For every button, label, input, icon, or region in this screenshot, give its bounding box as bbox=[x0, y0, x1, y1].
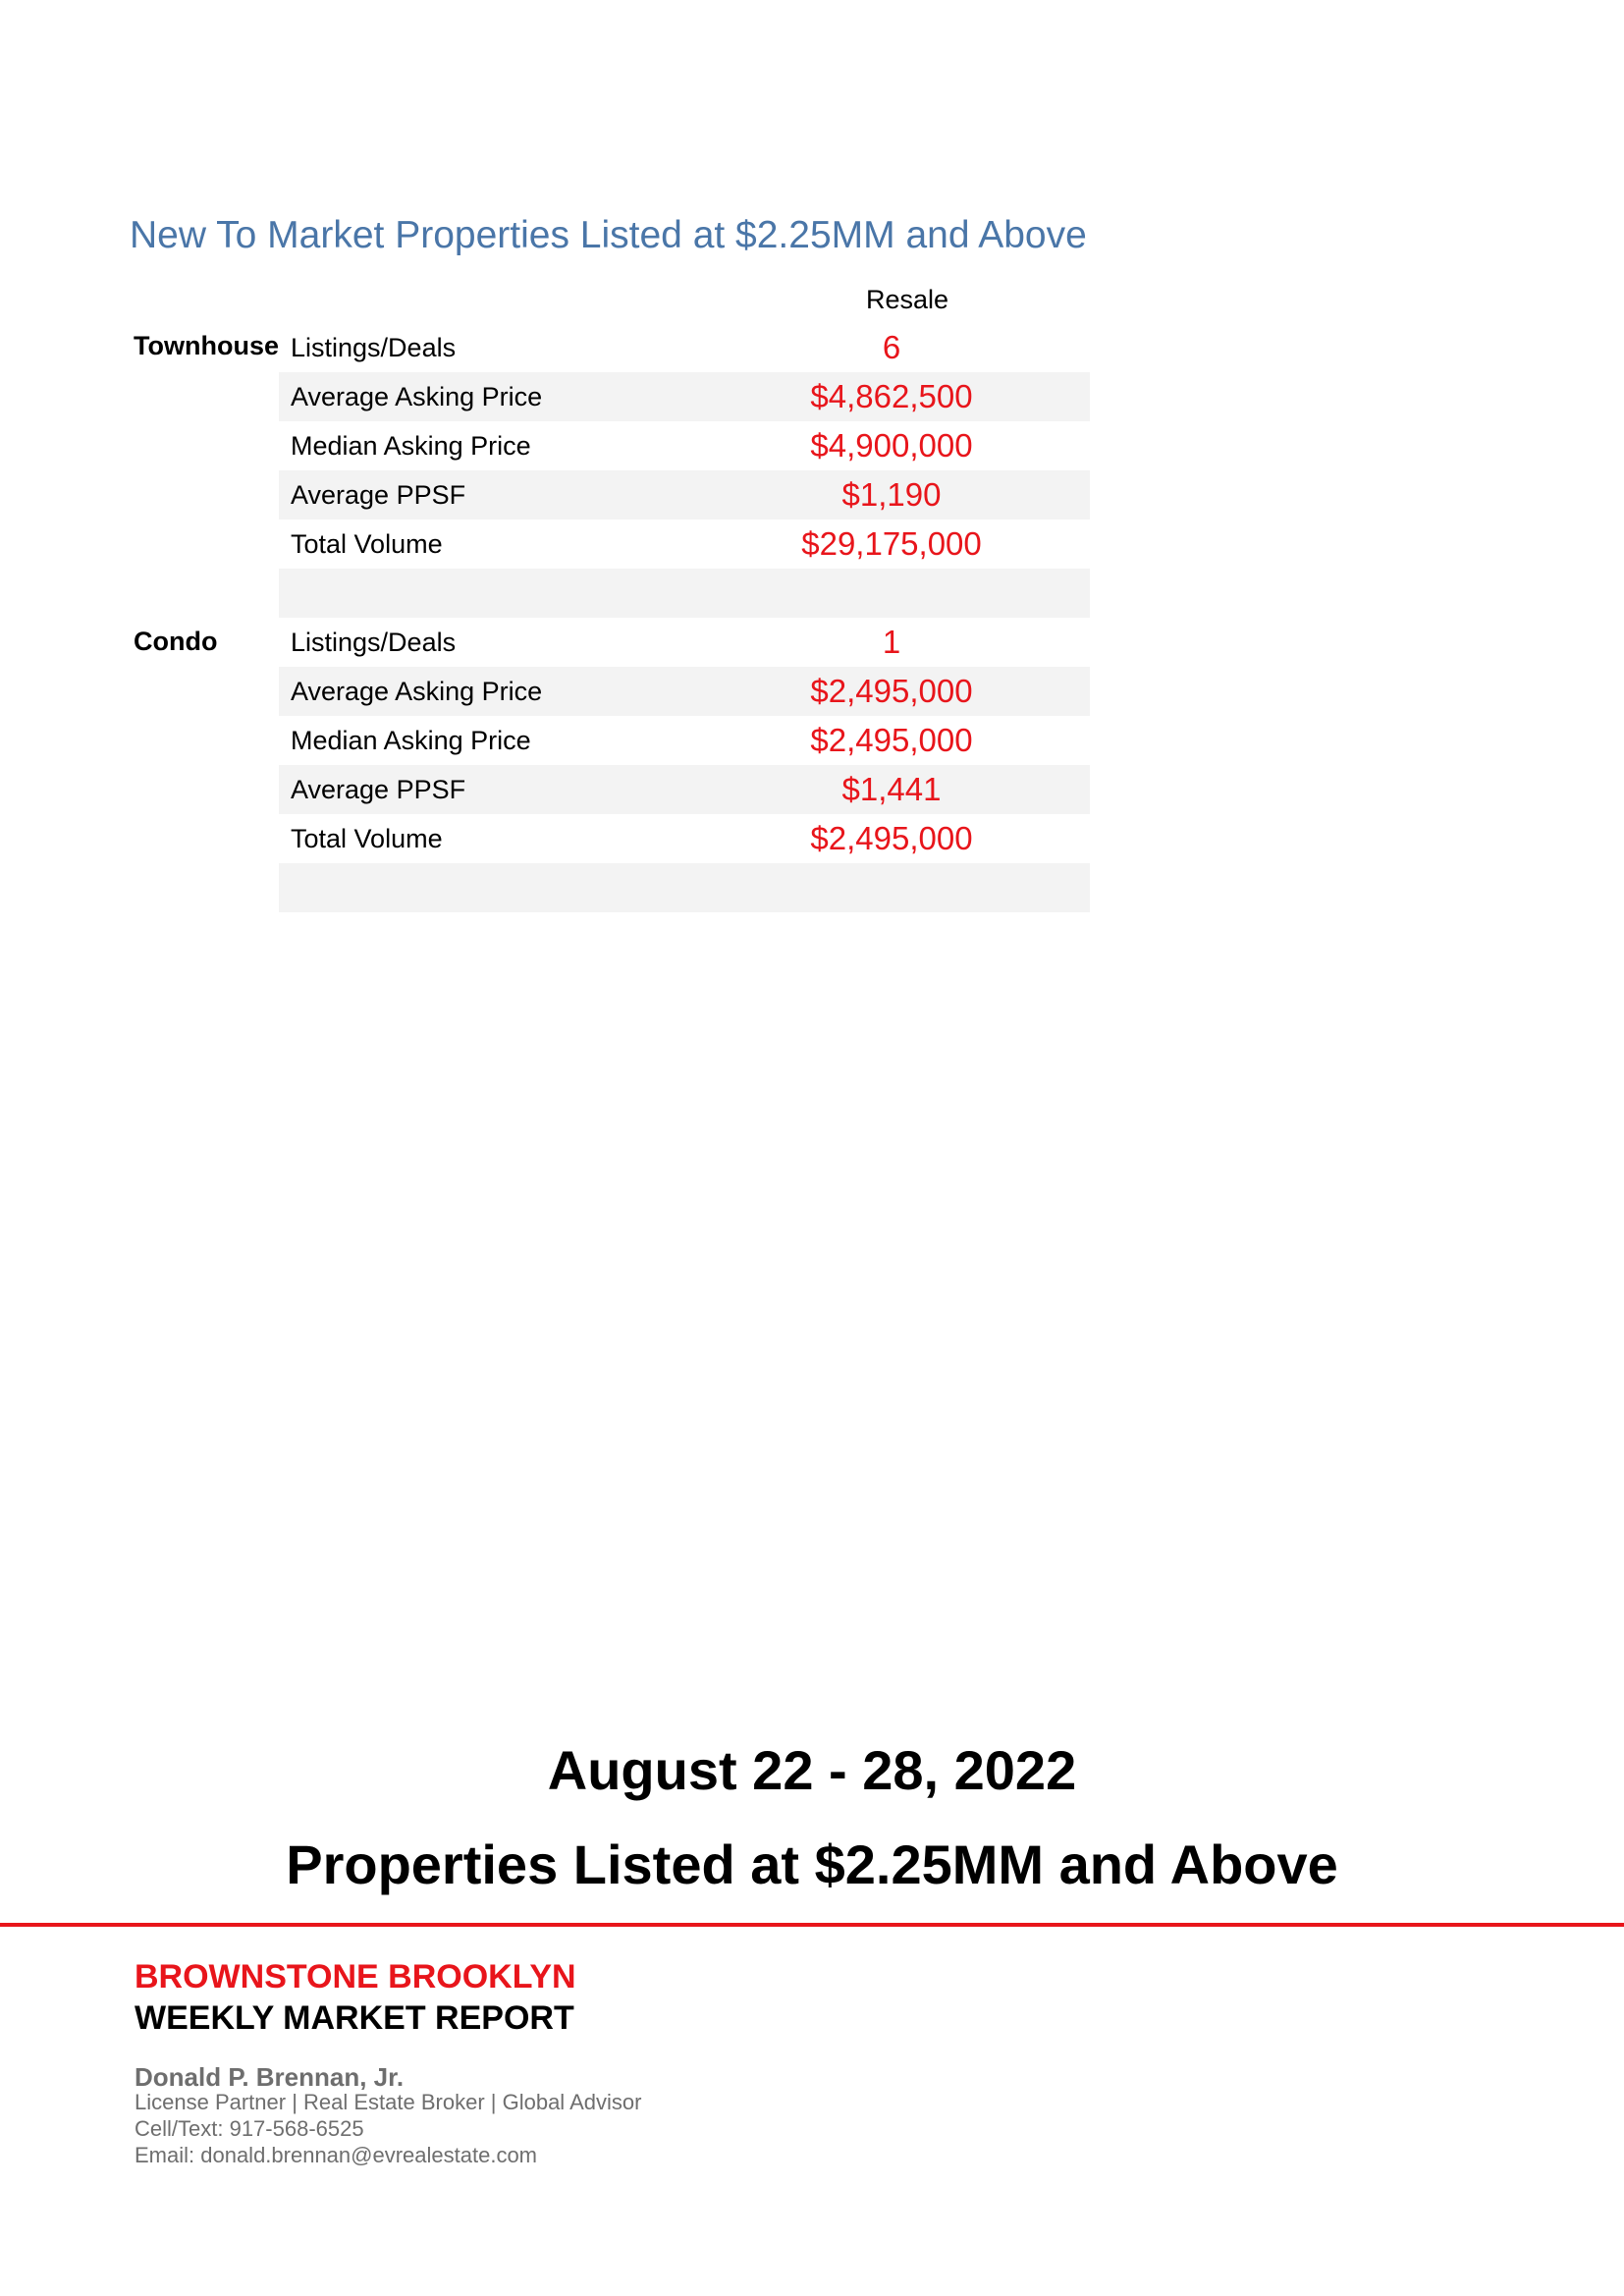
row-value: $29,175,000 bbox=[801, 525, 982, 562]
brand-name: BROWNSTONE BROOKLYN bbox=[135, 1958, 576, 1995]
row-label: Total Volume bbox=[291, 528, 443, 559]
row-label: Total Volume bbox=[291, 823, 443, 853]
spacer-row bbox=[279, 863, 1090, 912]
section-title: New To Market Properties Listed at $2.25MM and Above bbox=[130, 214, 1087, 256]
row-value: 6 bbox=[882, 329, 901, 365]
row-value: $1,441 bbox=[841, 771, 942, 807]
table-row bbox=[279, 618, 1090, 667]
row-label: Listings/Deals bbox=[291, 332, 457, 362]
table-row bbox=[279, 519, 1090, 569]
column-header-resale: Resale bbox=[865, 285, 949, 314]
table-row bbox=[279, 323, 1090, 372]
row-value: $4,862,500 bbox=[810, 378, 973, 414]
row-label: Average Asking Price bbox=[291, 676, 543, 706]
row-value: $4,900,000 bbox=[810, 427, 973, 464]
row-value: $2,495,000 bbox=[810, 673, 973, 709]
group-label-condo: Condo bbox=[134, 627, 218, 656]
table-row bbox=[279, 814, 1090, 863]
date-range-heading: August 22 - 28, 2022 bbox=[547, 1739, 1077, 1801]
row-label: Average PPSF bbox=[291, 774, 466, 804]
row-label: Average Asking Price bbox=[291, 381, 543, 411]
report-name: WEEKLY MARKET REPORT bbox=[135, 1999, 574, 2037]
row-value: 1 bbox=[882, 624, 901, 660]
report-subheading: Properties Listed at $2.25MM and Above bbox=[286, 1833, 1338, 1895]
row-value: $2,495,000 bbox=[810, 820, 973, 856]
agent-name: Donald P. Brennan, Jr. bbox=[135, 2062, 405, 2092]
row-label: Listings/Deals bbox=[291, 627, 457, 657]
footer-divider bbox=[0, 1923, 1624, 1927]
table-row bbox=[279, 421, 1090, 470]
table-row bbox=[279, 765, 1090, 814]
agent-email: Email: donald.brennan@evrealestate.com bbox=[135, 2143, 538, 2167]
row-value: $2,495,000 bbox=[810, 722, 973, 758]
row-value: $1,190 bbox=[841, 476, 942, 513]
table-row bbox=[279, 372, 1090, 421]
table-row bbox=[279, 470, 1090, 519]
table-row bbox=[279, 667, 1090, 716]
spacer-row bbox=[279, 569, 1090, 618]
agent-title: License Partner | Real Estate Broker | Global Advisor bbox=[135, 2090, 642, 2114]
group-label-townhouse: Townhouse bbox=[134, 331, 279, 360]
table-row bbox=[279, 716, 1090, 765]
row-label: Average PPSF bbox=[291, 479, 466, 510]
row-label: Median Asking Price bbox=[291, 430, 531, 461]
agent-phone: Cell/Text: 917-568-6525 bbox=[135, 2116, 364, 2141]
row-label: Median Asking Price bbox=[291, 725, 531, 755]
